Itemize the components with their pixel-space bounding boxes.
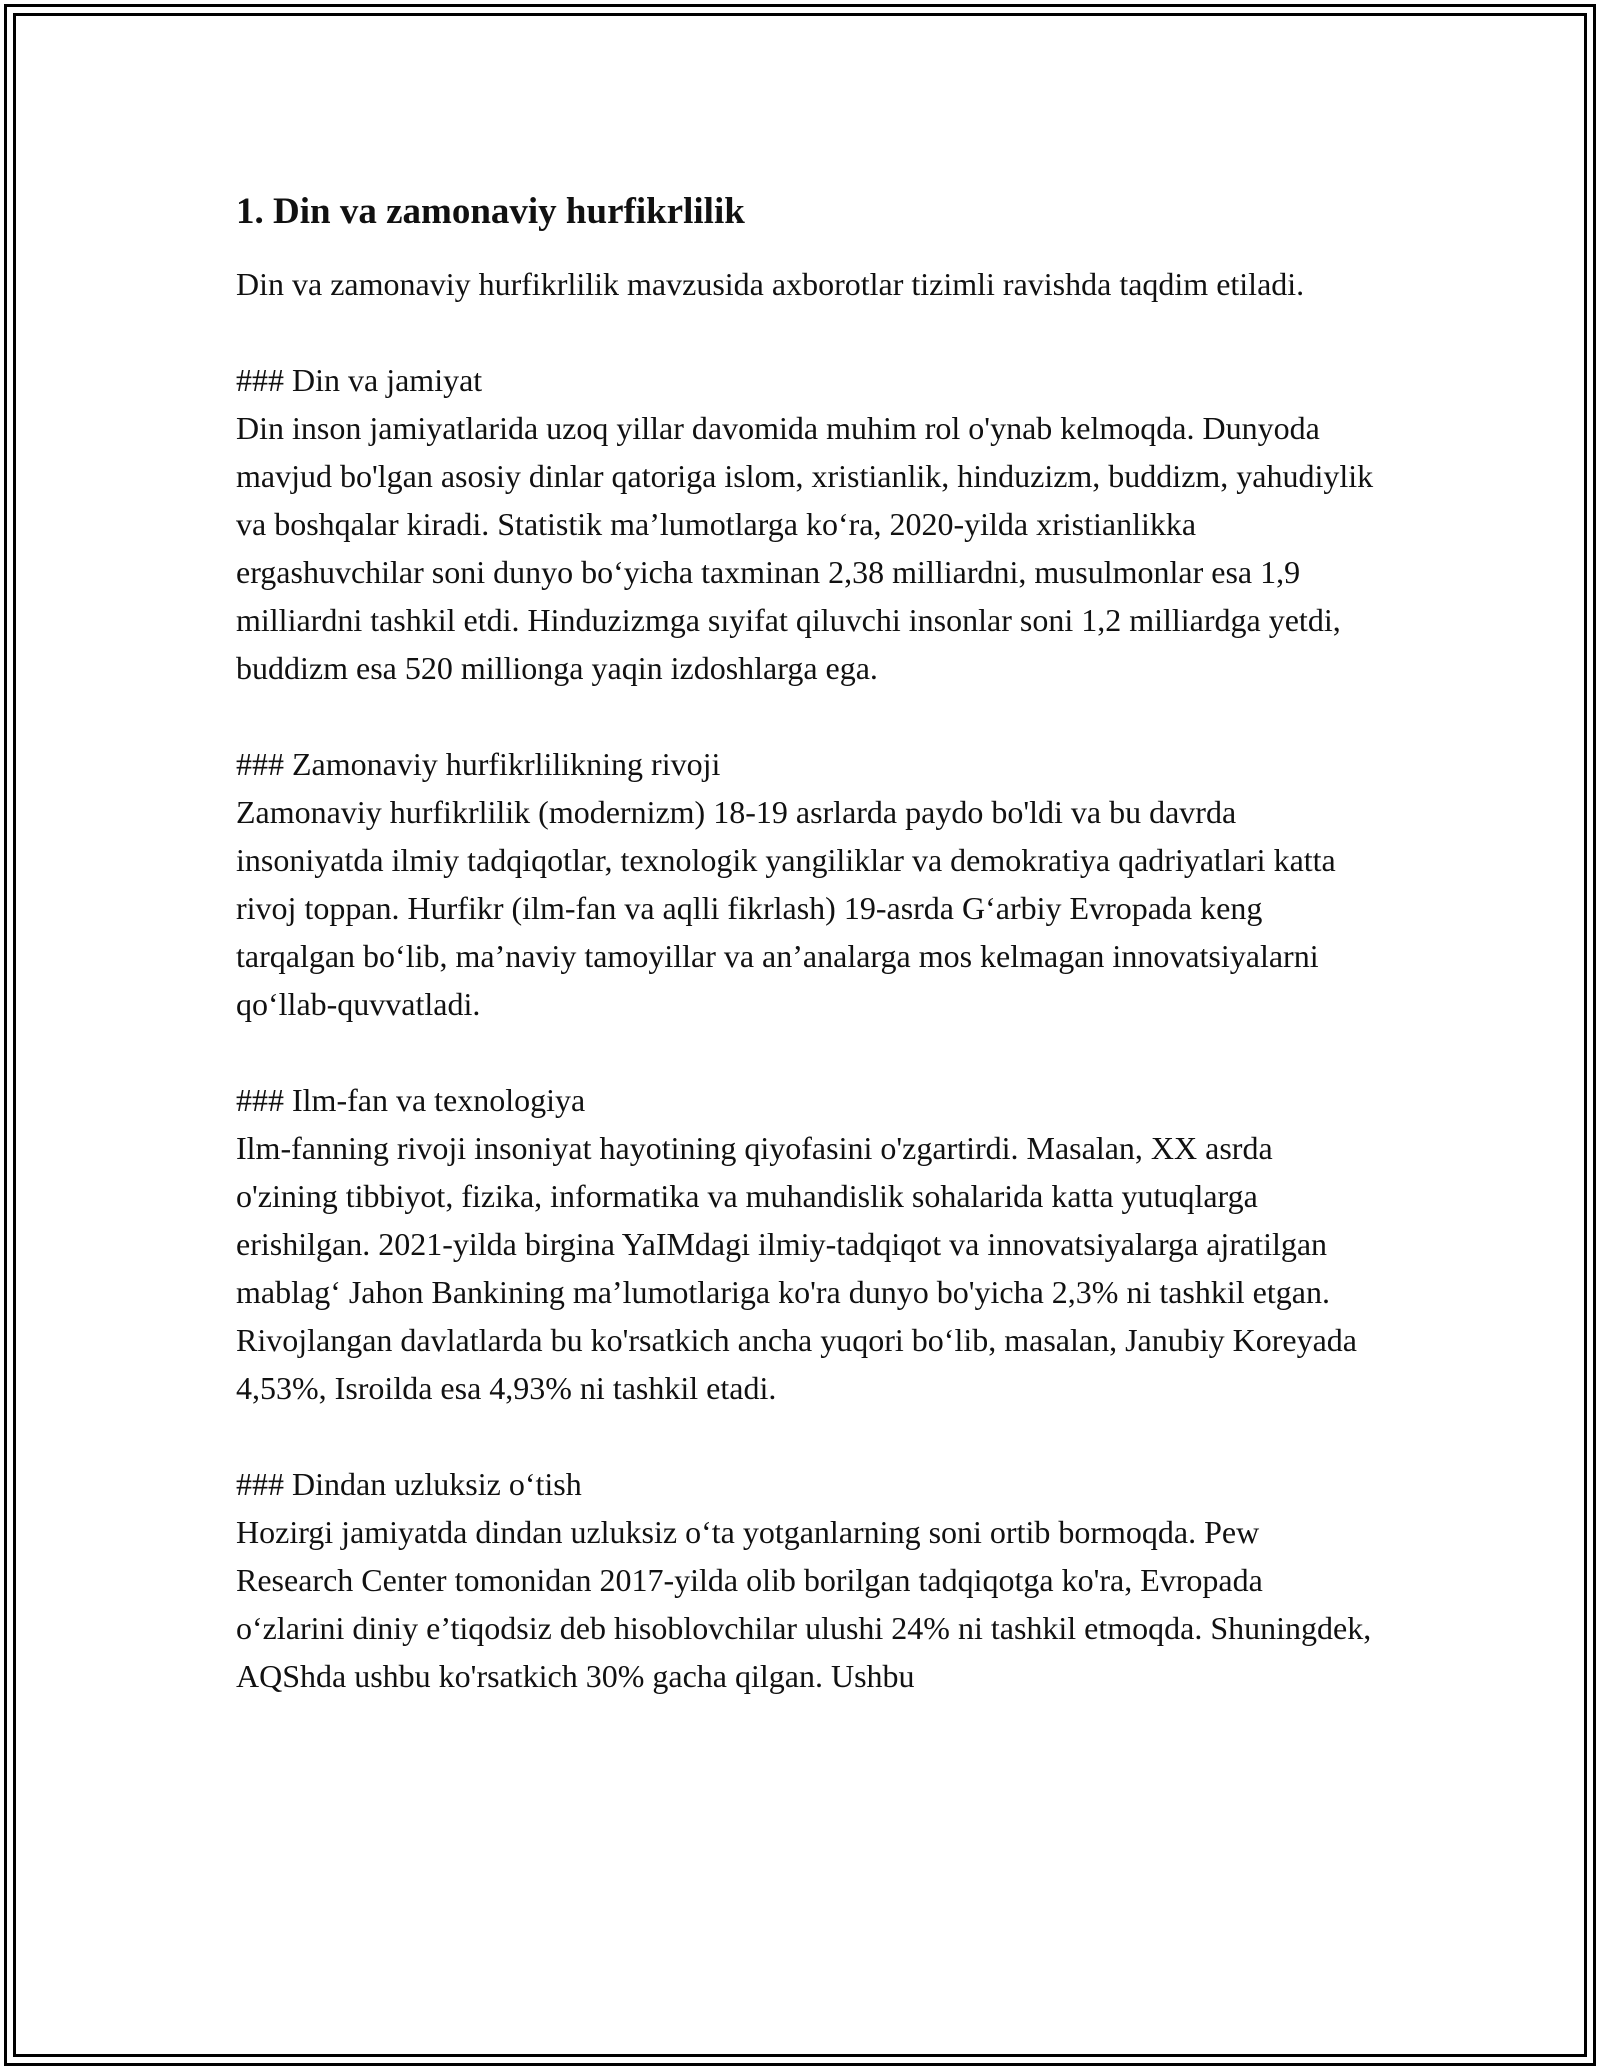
document-body (236, 188, 1376, 1748)
section-paragraph: Din inson jamiyatlarida uzoq yillar davomida muhim rol o'ynab kelmoqda. Dunyoda mavjud bo'lgan asosiy dinlar qatoriga islom, xristianlik, hinduzizm, buddizm, yahudiylik va boshqalar kiradi. Statistik ma’lumotlarga ko‘ra, 2020-yilda xristianlikka ergashuvchilar soni dunyo bo‘yicha taxminan 2,38 milliardni, musulmonlar esa 1,9 milliardni tashkil etdi. Hinduzizmga sıyifat qiluvchi insonlar soni 1,2 milliardga yetdi, buddizm esa 520 millionga yaqin izdoshlarga ega. (236, 410, 1374, 686)
section-heading: ### Din va jamiyat (236, 362, 483, 398)
section-heading: ### Dindan uzluksiz o‘tish (236, 1466, 582, 1502)
section-ilm-fan-va-texnologiya (236, 1076, 1376, 1412)
intro-paragraph: Din va zamonaviy hurfikrlilik mavzusida axborotlar tizimli ravishda taqdim etiladi. (236, 266, 1305, 302)
section-zamonaviy-hurfikrlilik (236, 740, 1376, 1028)
section-paragraph: Ilm-fanning rivoji insoniyat hayotining qiyofasini o'zgartirdi. Masalan, XX asrda o'zining tibbiyot, fizika, informatika va muhandislik sohalarida katta yutuqlarga erishilgan. 2021-yilda birgina YaIMdagi ilmiy-tadqiqot va innovatsiyalarga ajratilgan mablag‘ Jahon Bankining ma’lumotlariga ko'ra dunyo bo'yicha 2,3% ni tashkil etgan. Rivojlangan davlatlarda bu ko'rsatkich ancha yuqori bo‘lib, masalan, Janubiy Koreyada 4,53%, Isroilda esa 4,93% ni tashkil etadi. (236, 1130, 1357, 1406)
section-paragraph: Zamonaviy hurfikrlilik (modernizm) 18-19 asrlarda paydo bo'ldi va bu davrda insoniyatda ilmiy tadqiqotlar, texnologik yangiliklar va demokratiya qadriyatlari katta rivoj toppan. Hurfikr (ilm-fan va aqlli fikrlash) 19-asrda G‘arbiy Evropada keng tarqalgan bo‘lib, ma’naviy tamoyillar va an’analarga mos kelmagan innovatsiyalarni qo‘llab-quvvatladi. (236, 794, 1336, 1022)
section-heading: ### Zamonaviy hurfikrlilikning rivoji (236, 746, 721, 782)
section-paragraph: Hozirgi jamiyatda dindan uzluksiz o‘ta yotganlarning soni ortib bormoqda. Pew Research Center tomonidan 2017-yilda olib borilgan tadqiqotga ko'ra, Evropada o‘zlarini diniy e’tiqodsiz deb hisoblovchilar ulushi 24% ni tashkil etmoqda. Shuningdek, AQShda ushbu ko'rsatkich 30% gacha qilgan. Ushbu (236, 1514, 1372, 1694)
section-heading: ### Ilm-fan va texnologiya (236, 1082, 586, 1118)
section-dindan-uzluksiz-otish (236, 1460, 1376, 1700)
page-title: 1. Din va zamonaviy hurfikrlilik (236, 191, 745, 232)
section-din-va-jamiyat (236, 356, 1376, 692)
